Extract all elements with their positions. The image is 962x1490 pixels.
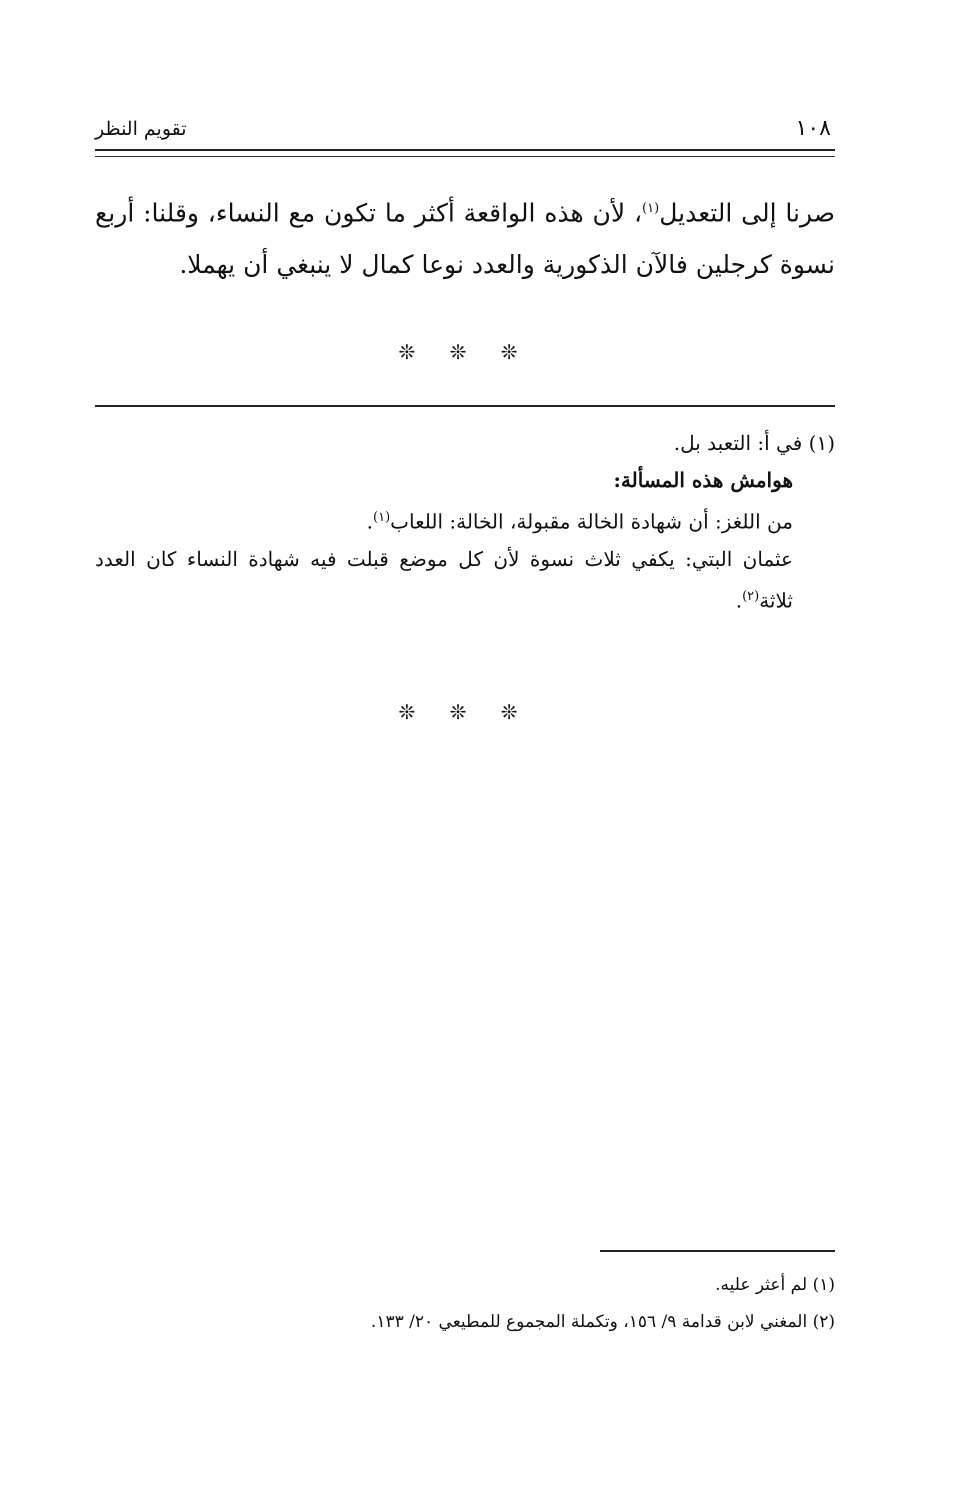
notes-rule [95,405,835,407]
margins-heading: هوامش هذه المسألة: [613,468,793,492]
header-rule-thick [95,149,835,151]
uthman-note [95,541,835,620]
running-title: تقويم النظر [95,118,187,140]
main-paragraph [95,183,835,291]
riddle-text: من اللغز: أن شهادة الخالة مقبولة، الخالة: اللعاب [390,509,793,534]
notes-block [95,425,835,619]
page-number: ١٠٨ [795,116,831,141]
paragraph-text-start: صرنا إلى التعديل [659,198,835,228]
riddle-footnote-marker: (١) [373,510,391,525]
running-header [95,114,835,148]
footnote-2: (٢) المغني لابن قدامة ٩/ ١٥٦، وتكملة المجموع للمطيعي ٢٠/ ١٣٣. [370,1312,835,1332]
footnotes [95,1267,835,1341]
riddle-note [95,499,835,541]
footnote-marker: (١) [642,201,660,216]
header-rule-thin [95,156,835,157]
paragraph-text-rest: ، لأن هذه الواقعة أكثر ما تكون مع النساء، وقلنا: أربع نسوة كرجلين فالآن الذكورية والعدد نوعا كمال لا ينبغي أن يهملا. [95,198,835,280]
section-separator-2: ❊ ❊ ❊ [398,700,532,724]
riddle-end: . [366,509,374,534]
footnote-1: (١) لم أعثر عليه. [715,1275,835,1295]
uthman-end: . [735,588,743,613]
note-1: (١) في أ: التعبد بل. [673,431,835,455]
uthman-text: عثمان البتي: يكفي ثلاث نسوة لأن كل موضع قبلت فيه شهادة النساء كان العدد ثلاثة [95,546,793,613]
footnote-rule [600,1250,835,1252]
uthman-footnote-marker: (٢) [742,588,760,604]
section-separator: ❊ ❊ ❊ [398,340,532,364]
